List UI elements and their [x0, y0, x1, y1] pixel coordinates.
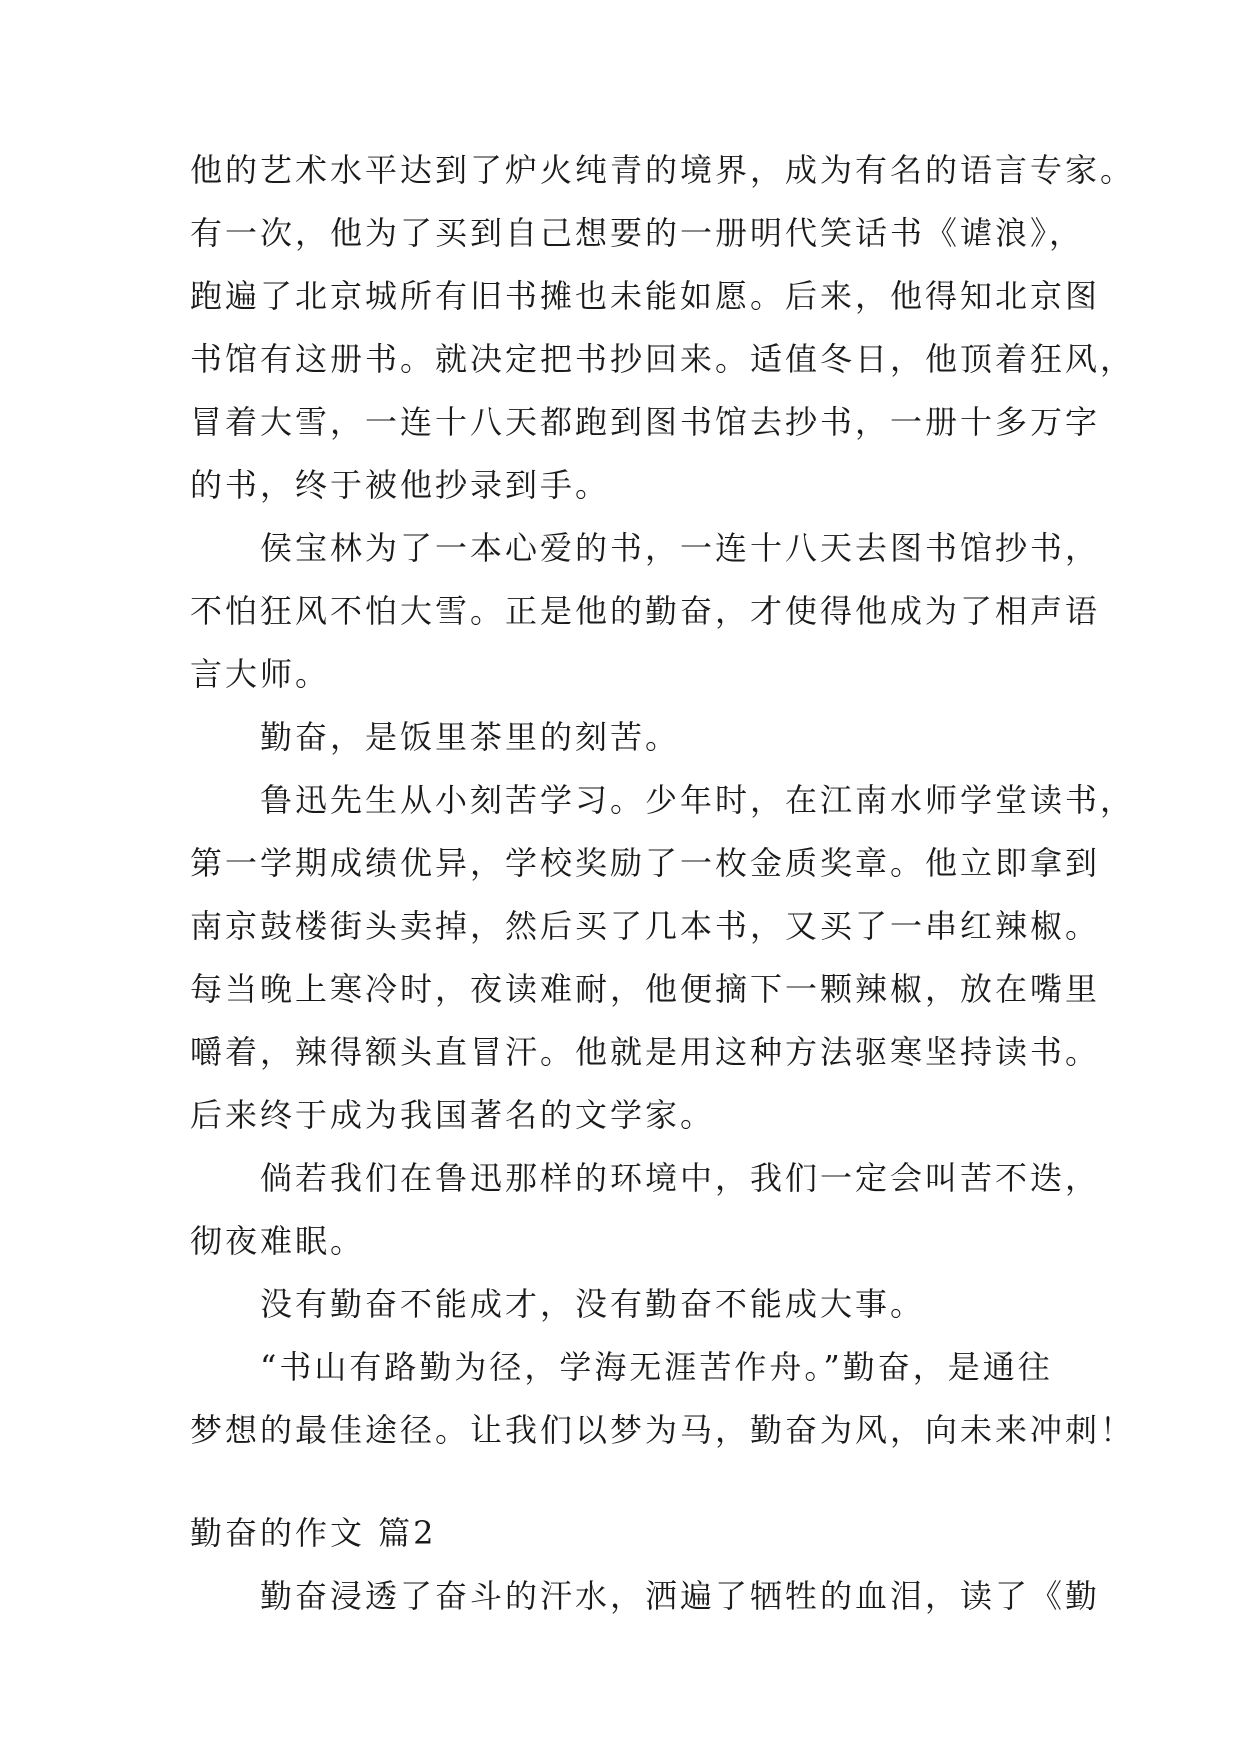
text-line: 后来终于成为我国著名的文学家。: [190, 1096, 716, 1134]
text-line: 嚼着，辣得额头直冒汗。他就是用这种方法驱寒坚持读书。: [190, 1033, 1101, 1071]
text-line: 跑遍了北京城所有旧书摊也未能如愿。后来，他得知北京图: [190, 277, 1101, 315]
text-line: 勤奋，是饭里茶里的刻苦。: [190, 718, 681, 756]
text-line: 有一次，他为了买到自己想要的一册明代笑话书《谑浪》，: [190, 214, 1085, 252]
text-line: 他的艺术水平达到了炉火纯青的境界，成为有名的语言专家。: [190, 151, 1136, 189]
text-line: 勤奋浸透了奋斗的汗水，洒遍了牺牲的血泪，读了《勤: [190, 1577, 1101, 1615]
text-line: 梦想的最佳途径。让我们以梦为马，勤奋为风，向未来冲刺！: [190, 1411, 1136, 1449]
text-line: “书山有路勤为径，学海无涯苦作舟。”勤奋，是通往: [190, 1348, 1053, 1386]
text-line: 冒着大雪，一连十八天都跑到图书馆去抄书，一册十多万字: [190, 403, 1101, 441]
text-line: 没有勤奋不能成才，没有勤奋不能成大事。: [190, 1285, 926, 1323]
text-line: 侯宝林为了一本心爱的书，一连十八天去图书馆抄书，: [190, 529, 1101, 567]
text-line: 每当晚上寒冷时，夜读难耐，他便摘下一颗辣椒，放在嘴里: [190, 970, 1101, 1008]
text-line: 书馆有这册书。就决定把书抄回来。适值冬日，他顶着狂风，: [190, 340, 1136, 378]
text-line: 不怕狂风不怕大雪。正是他的勤奋，才使得他成为了相声语: [190, 592, 1101, 630]
text-line: 鲁迅先生从小刻苦学习。少年时，在江南水师学堂读书，: [190, 781, 1136, 819]
text-line: 言大师。: [190, 655, 331, 693]
section-heading: 勤奋的作文 篇2: [190, 1514, 437, 1552]
text-line: 倘若我们在鲁迅那样的环境中，我们一定会叫苦不迭，: [190, 1159, 1101, 1197]
text-line: 南京鼓楼街头卖掉，然后买了几本书，又买了一串红辣椒。: [190, 907, 1101, 945]
text-line: 彻夜难眠。: [190, 1222, 366, 1260]
text-line: 的书，终于被他抄录到手。: [190, 466, 611, 504]
text-line: 第一学期成绩优异，学校奖励了一枚金质奖章。他立即拿到: [190, 844, 1101, 882]
